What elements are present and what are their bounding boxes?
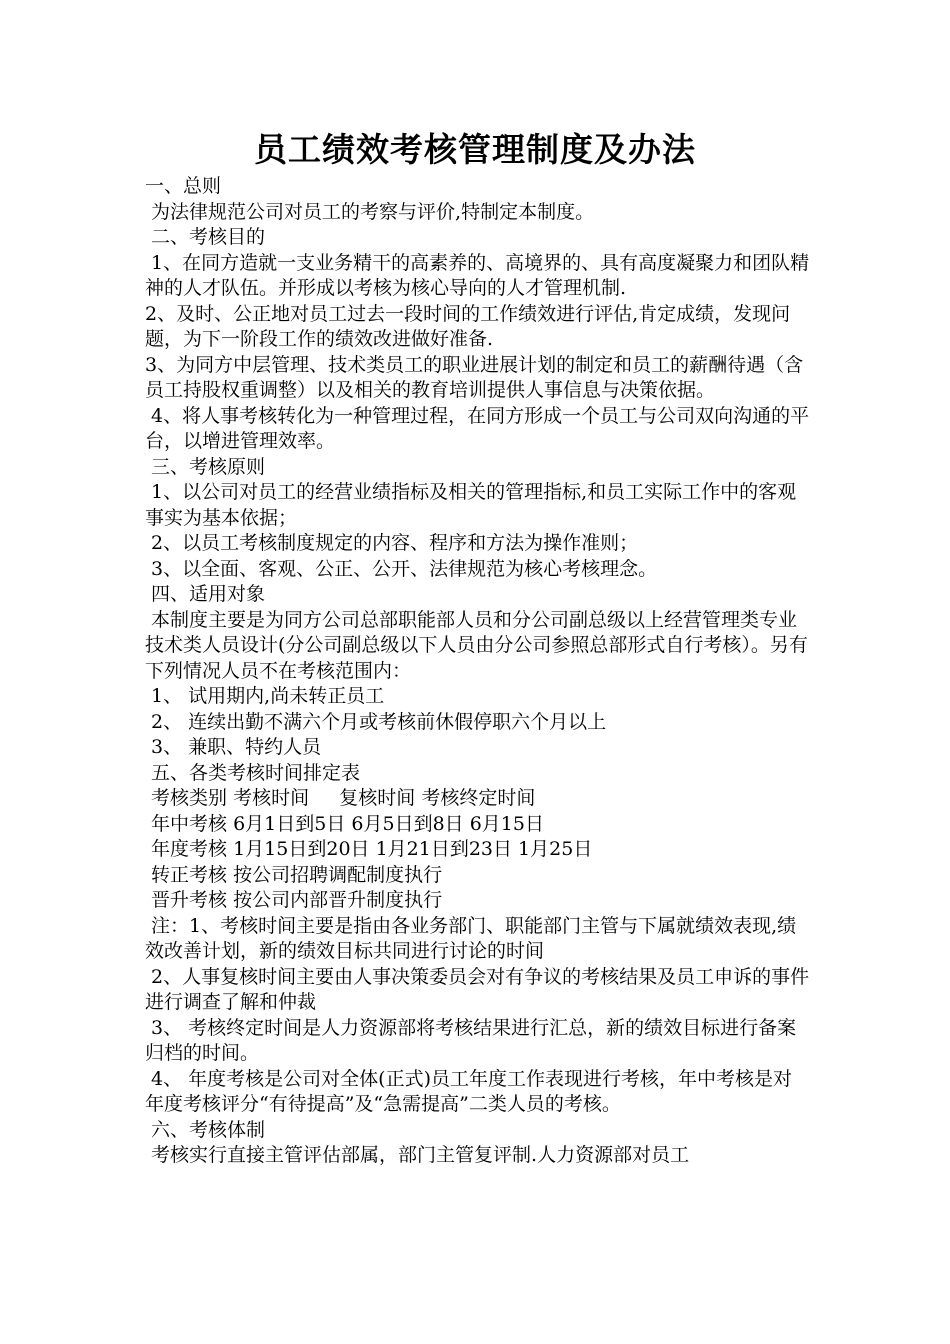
paragraph: 2、及时、公正地对员工过去一段时间的工作绩效进行评估,肯定成绩，发现问题，为下一阶段工作的绩效改进做好准备.	[145, 302, 791, 350]
paragraph: 六、考核体制	[145, 1118, 266, 1141]
paragraph: 四、适用对象	[145, 583, 266, 605]
paragraph: 晋升考核 按公司内部晋升制度执行	[145, 889, 443, 911]
paragraph: 注：1、考核时间主要是指由各业务部门、职能部门主管与下属就绩效表现,绩效改善计划，新的绩效目标共同进行讨论的时间	[145, 914, 797, 962]
paragraph: 年度考核 1月15日到20日 1月21日到23日 1月25日	[145, 838, 593, 860]
paragraph: 考核实行直接主管评估部属，部门主管复评制.人力资源部对员工	[145, 1144, 690, 1166]
paragraph: 1、 试用期内,尚未转正员工	[145, 685, 385, 707]
paragraph: 五、各类考核时间排定表	[145, 761, 361, 784]
paragraph: 2、 连续出勤不满六个月或考核前休假停职六个月以上	[145, 710, 607, 733]
paragraph: 3、以全面、客观、公正、公开、法律规范为核心考核理念。	[145, 557, 658, 580]
paragraph: 年中考核 6月1日到5日 6月5日到8日 6月15日	[145, 812, 544, 835]
paragraph: 4、将人事考核转化为一种管理过程，在同方形成一个员工与公司双向沟通的平台，以增进管理效率。	[145, 404, 810, 452]
paragraph: 一、总则	[145, 175, 222, 197]
paragraph: 4、 年度考核是公司对全体(正式)员工年度工作表现进行考核，年中考核是对年度考核评分“有待提高”及“急需提高”二类人员的考核。	[145, 1067, 793, 1115]
document-title: 员工绩效考核管理制度及办法	[254, 130, 696, 169]
paragraph: 1、在同方造就一支业务精干的高素养的、高境界的、具有高度凝聚力和团队精神的人才队伍。并形成以考核为核心导向的人才管理机制.	[145, 251, 810, 299]
document-body	[145, 174, 810, 1169]
paragraph: 1、以公司对员工的经营业绩指标及相关的管理指标,和员工实际工作中的客观事实为基本依据；	[145, 481, 797, 529]
paragraph: 转正考核 按公司招聘调配制度执行	[145, 863, 443, 886]
paragraph: 三、考核原则	[145, 455, 266, 478]
paragraph: 为法律规范公司对员工的考察与评价,特制定本制度。	[145, 200, 595, 223]
paragraph: 3、 兼职、特约人员	[145, 736, 322, 758]
paragraph: 考核类别 考核时间 复核时间 考核终定时间	[145, 787, 536, 809]
paragraph: 3、为同方中层管理、技术类员工的职业进展计划的制定和员工的薪酬待遇（含员工持股权重调整）以及相关的教育培训提供人事信息与决策依据。	[145, 353, 804, 401]
paragraph: 2、以员工考核制度规定的内容、程序和方法为操作准则；	[145, 532, 639, 554]
paragraph: 本制度主要是为同方公司总部职能部人员和分公司副总级以上经营管理类专业技术类人员设计(分公司副总级以下人员由分公司参照总部形式自行考核）。另有下列情况人员不在考核范围内：	[145, 608, 808, 682]
paragraph: 2、人事复核时间主要由人事决策委员会对有争议的考核结果及员工申诉的事件进行调查了解和仲裁	[145, 965, 810, 1013]
paragraph: 二、考核目的	[145, 226, 266, 248]
paragraph: 3、 考核终定时间是人力资源部将考核结果进行汇总，新的绩效目标进行备案归档的时间。	[145, 1016, 797, 1064]
